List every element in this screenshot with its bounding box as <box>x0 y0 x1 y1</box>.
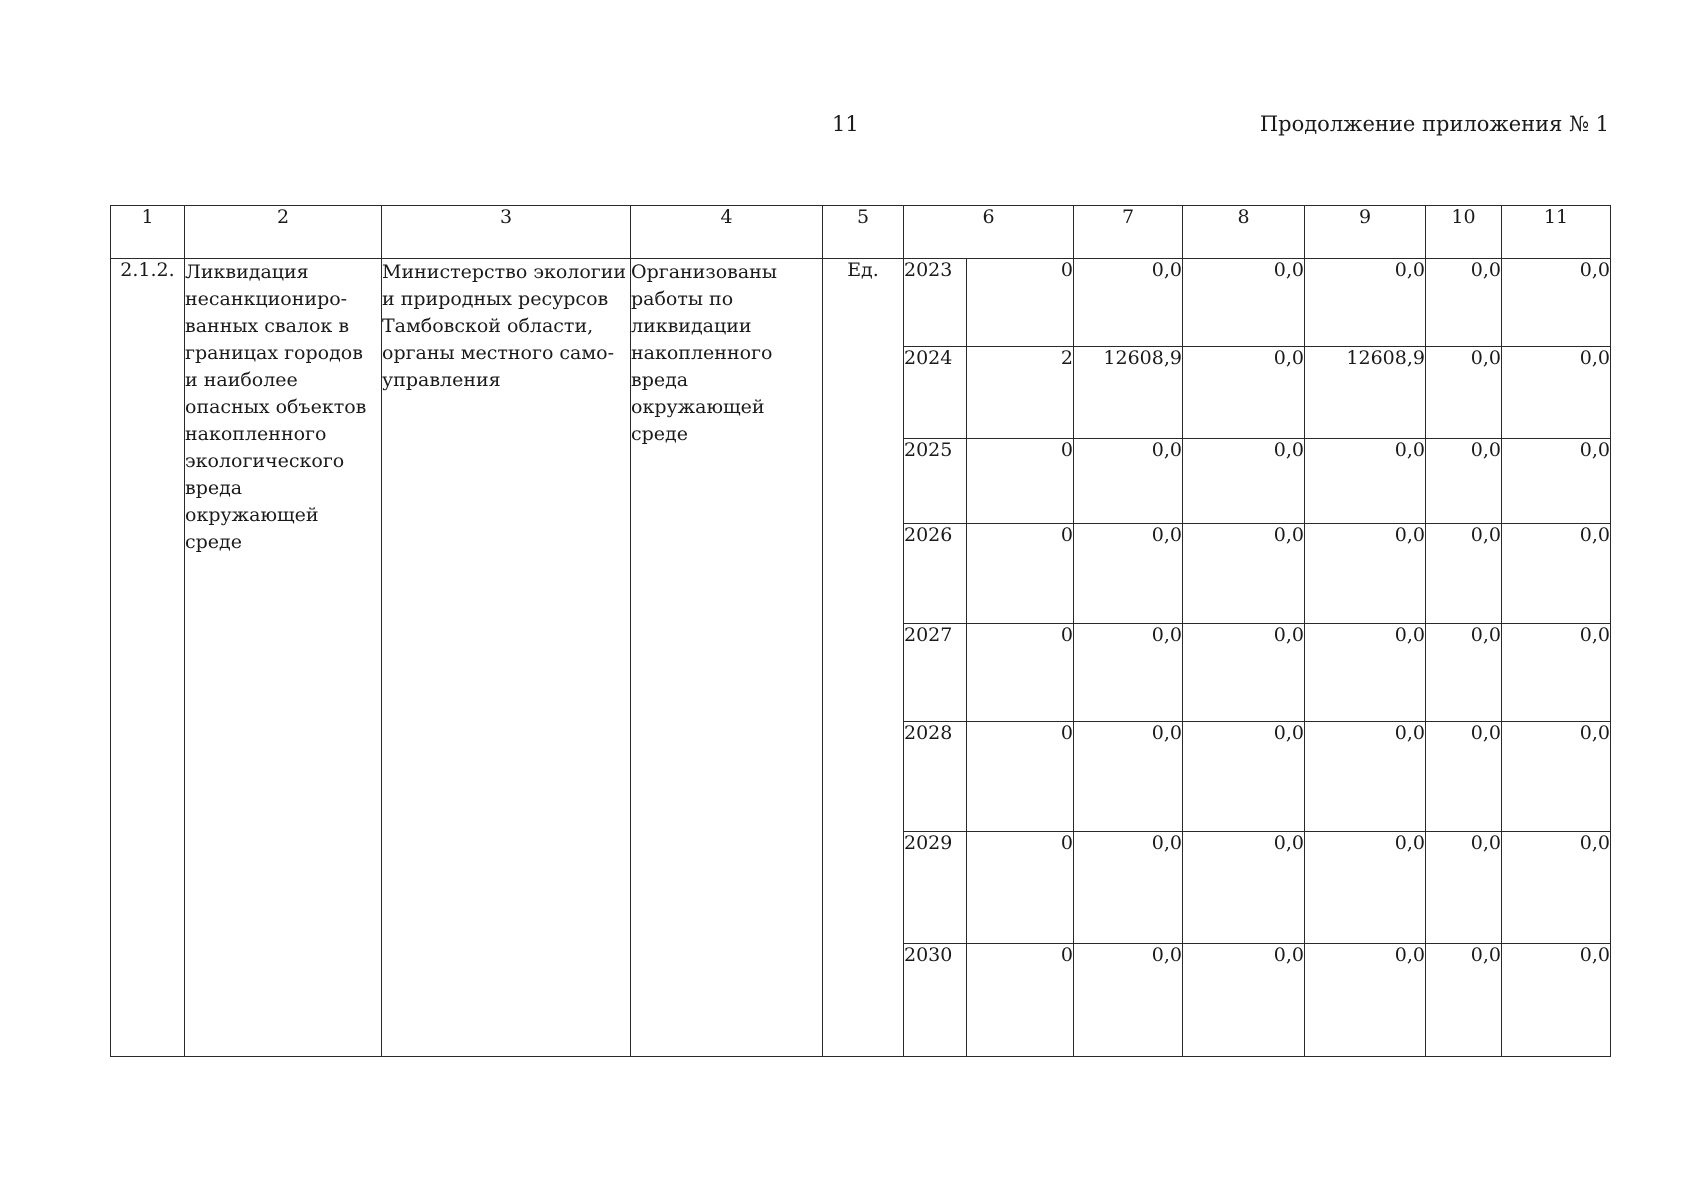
appendix-continuation-note: Продолжение приложения № 1 <box>1259 112 1609 136</box>
col-10-value: 0,0 <box>1426 722 1502 832</box>
column-number: 11 <box>1502 206 1611 259</box>
col-10-value: 0,0 <box>1426 944 1502 1057</box>
col-7-value: 0,0 <box>1074 944 1183 1057</box>
col-7-value: 0,0 <box>1074 439 1183 524</box>
entry-code: 2.1.2. <box>111 259 185 1057</box>
col-11-value: 0,0 <box>1502 439 1611 524</box>
col-10-value: 0,0 <box>1426 624 1502 722</box>
col-7-value: 0,0 <box>1074 259 1183 347</box>
col-9-value: 0,0 <box>1305 624 1426 722</box>
column-number: 8 <box>1183 206 1305 259</box>
col-8-value: 0,0 <box>1183 347 1305 439</box>
col-7-value: 0,0 <box>1074 722 1183 832</box>
indicator-value: 0 <box>967 832 1074 944</box>
year-cell: 2025 <box>904 439 967 524</box>
column-number: 6 <box>904 206 1074 259</box>
col-9-value: 0,0 <box>1305 832 1426 944</box>
col-9-value: 0,0 <box>1305 944 1426 1057</box>
responsible-executor: Министерство экологии и природных ресурсов Тамбовской области, органы местного само-управления <box>382 259 631 1057</box>
indicator-value: 0 <box>967 944 1074 1057</box>
col-11-value: 0,0 <box>1502 347 1611 439</box>
year-cell: 2030 <box>904 944 967 1057</box>
year-cell: 2026 <box>904 524 967 624</box>
col-9-value: 12608,9 <box>1305 347 1426 439</box>
col-7-value: 0,0 <box>1074 624 1183 722</box>
col-8-value: 0,0 <box>1183 439 1305 524</box>
col-11-value: 0,0 <box>1502 722 1611 832</box>
col-11-value: 0,0 <box>1502 944 1611 1057</box>
indicator-value: 2 <box>967 347 1074 439</box>
col-9-value: 0,0 <box>1305 524 1426 624</box>
col-8-value: 0,0 <box>1183 832 1305 944</box>
col-10-value: 0,0 <box>1426 259 1502 347</box>
indicator-value: 0 <box>967 722 1074 832</box>
year-cell: 2028 <box>904 722 967 832</box>
indicator-value: 0 <box>967 624 1074 722</box>
expected-result: Организованы работы по ликвидации накопленного вреда окружающей среде <box>631 259 823 1057</box>
year-cell: 2027 <box>904 624 967 722</box>
col-9-value: 0,0 <box>1305 439 1426 524</box>
column-number: 9 <box>1305 206 1426 259</box>
col-11-value: 0,0 <box>1502 832 1611 944</box>
table-row <box>111 259 1611 347</box>
col-10-value: 0,0 <box>1426 347 1502 439</box>
col-10-value: 0,0 <box>1426 524 1502 624</box>
column-number: 2 <box>185 206 382 259</box>
column-number: 3 <box>382 206 631 259</box>
col-7-value: 12608,9 <box>1074 347 1183 439</box>
program-activity-table <box>110 205 1611 1057</box>
indicator-value: 0 <box>967 524 1074 624</box>
column-number: 5 <box>823 206 904 259</box>
page-number: 11 <box>832 112 859 136</box>
col-11-value: 0,0 <box>1502 259 1611 347</box>
indicator-value: 0 <box>967 259 1074 347</box>
col-11-value: 0,0 <box>1502 624 1611 722</box>
col-9-value: 0,0 <box>1305 259 1426 347</box>
indicator-value: 0 <box>967 439 1074 524</box>
col-10-value: 0,0 <box>1426 832 1502 944</box>
col-9-value: 0,0 <box>1305 722 1426 832</box>
column-number: 1 <box>111 206 185 259</box>
col-8-value: 0,0 <box>1183 944 1305 1057</box>
year-cell: 2029 <box>904 832 967 944</box>
col-8-value: 0,0 <box>1183 259 1305 347</box>
column-number-row <box>111 206 1611 259</box>
year-cell: 2024 <box>904 347 967 439</box>
unit-of-measure: Ед. <box>823 259 904 1057</box>
column-number: 10 <box>1426 206 1502 259</box>
col-8-value: 0,0 <box>1183 722 1305 832</box>
column-number: 7 <box>1074 206 1183 259</box>
col-11-value: 0,0 <box>1502 524 1611 624</box>
activity-name: Ликвидация несанкциониро-ванных свалок в границах городов и наиболее опасных объектов накопленного экологического вреда окружающей среде <box>185 259 382 1057</box>
col-10-value: 0,0 <box>1426 439 1502 524</box>
col-7-value: 0,0 <box>1074 524 1183 624</box>
col-7-value: 0,0 <box>1074 832 1183 944</box>
col-8-value: 0,0 <box>1183 524 1305 624</box>
col-8-value: 0,0 <box>1183 624 1305 722</box>
year-cell: 2023 <box>904 259 967 347</box>
column-number: 4 <box>631 206 823 259</box>
